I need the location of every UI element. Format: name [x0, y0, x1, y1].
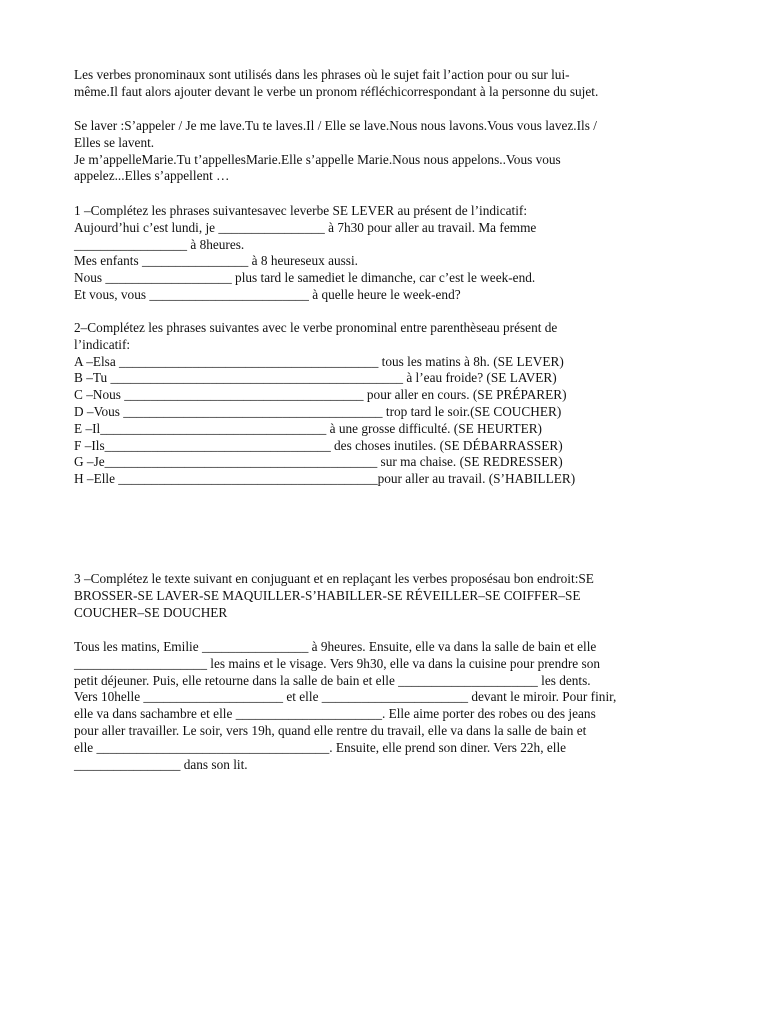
exercise-3-title-line: COUCHER–SE DOUCHER: [74, 604, 228, 620]
exercise-2-item-d: D –Vous _______________________________________ trop tard le soir.(SE COUCHER): [74, 403, 562, 419]
example-line: Se laver :S’appeler / Je me lave.Tu te laves.Il / Elle se lave.Nous nous lavons.Vous vous lavez.Ils /: [74, 118, 597, 133]
intro-paragraph: [74, 67, 699, 101]
intro-line: même.Il faut alors ajouter devant le verbe un pronom réfléchicorrespondant à la personne du sujet.: [74, 83, 599, 99]
example-line: Elles se lavent.: [74, 134, 155, 150]
exercise-1-title: 1 –Complétez les phrases suivantesavec leverbe SE LEVER au présent de l’indicatif:: [74, 203, 528, 218]
exercise-2-item-f: F –Ils__________________________________ des choses inutiles. (SE DÉBARRASSER): [74, 437, 563, 453]
exercise-3-text-line: pour aller travailler. Le soir, vers 19h, quand elle rentre du travail, elle va dans la salle de bain et: [74, 722, 587, 738]
exercise-3-title: [74, 571, 699, 621]
intro-line: Les verbes pronominaux sont utilisés dans les phrases où le sujet fait l’action pour ou sur lui-: [74, 67, 570, 82]
exercise-3-text-line: ________________ dans son lit.: [74, 756, 248, 772]
exercise-2-title: l’indicatif:: [74, 336, 131, 352]
exercise-3-text-line: elle ___________________________________. Ensuite, elle prend son diner. Vers 22h, elle: [74, 739, 567, 755]
exercise-2-item-a: A –Elsa _______________________________________ tous les matins à 8h. (SE LEVER): [74, 353, 564, 369]
exercise-2-title: 2–Complétez les phrases suivantes avec le verbe pronominal entre parenthèseau présent de: [74, 320, 558, 335]
exercise-2-item-e: E –Il__________________________________ à une grosse difficulté. (SE HEURTER): [74, 420, 542, 436]
exercise-2: [74, 320, 699, 488]
exercise-3-text-line: elle va dans sachambre et elle ______________________. Elle aime porter des robes ou des jeans: [74, 706, 596, 722]
exercise-2-item-h: H –Elle _______________________________________pour aller au travail. (S’HABILLER): [74, 471, 576, 487]
exercise-3-text: [74, 639, 699, 773]
exercise-3-text-line: ____________________ les mains et le visage. Vers 9h30, elle va dans la cuisine pour prendre son: [74, 655, 600, 671]
exercise-2-item-b: B –Tu ____________________________________________ à l’eau froide? (SE LAVER): [74, 370, 557, 386]
exercise-1-line: Mes enfants ________________ à 8 heureseux aussi.: [74, 253, 358, 269]
exercise-2-item-g: G –Je_________________________________________ sur ma chaise. (SE REDRESSER): [74, 454, 563, 470]
example-line: Je m’appelleMarie.Tu t’appellesMarie.Elle s’appelle Marie.Nous nous appelons..Vous vous: [74, 151, 561, 167]
exercise-3-title-line: BROSSER-SE LAVER-SE MAQUILLER-S’HABILLER-SE RÉVEILLER–SE COIFFER–SE: [74, 587, 581, 603]
exercise-3-text-line: Tous les matins, Emilie ________________ à 9heures. Ensuite, elle va dans la salle de bain et elle: [74, 639, 597, 654]
exercise-1-line: Et vous, vous ________________________ à quelle heure le week-end?: [74, 286, 461, 302]
exercise-1-line: _________________ à 8heures.: [74, 236, 245, 252]
exercise-3-text-line: Vers 10helle _____________________ et elle ______________________ devant le miroir. Pour finir,: [74, 689, 617, 705]
exercise-1-line: Aujourd’hui c’est lundi, je ________________ à 7h30 pour aller au travail. Ma femme: [74, 219, 537, 235]
examples-paragraph: [74, 118, 699, 185]
exercise-2-item-c: C –Nous ____________________________________ pour aller en cours. (SE PRÉPARER): [74, 387, 567, 403]
exercise-3-text-line: petit déjeuner. Puis, elle retourne dans la salle de bain et elle _____________________ les dents.: [74, 672, 591, 688]
exercise-3-title-line: 3 –Complétez le texte suivant en conjuguant et en replaçant les verbes proposésau bon endroit:SE: [74, 571, 594, 586]
example-line: appelez...Elles s’appellent …: [74, 168, 230, 184]
exercise-1: [74, 203, 699, 304]
exercise-1-line: Nous ___________________ plus tard le samediet le dimanche, car c’est le week-end.: [74, 270, 536, 286]
